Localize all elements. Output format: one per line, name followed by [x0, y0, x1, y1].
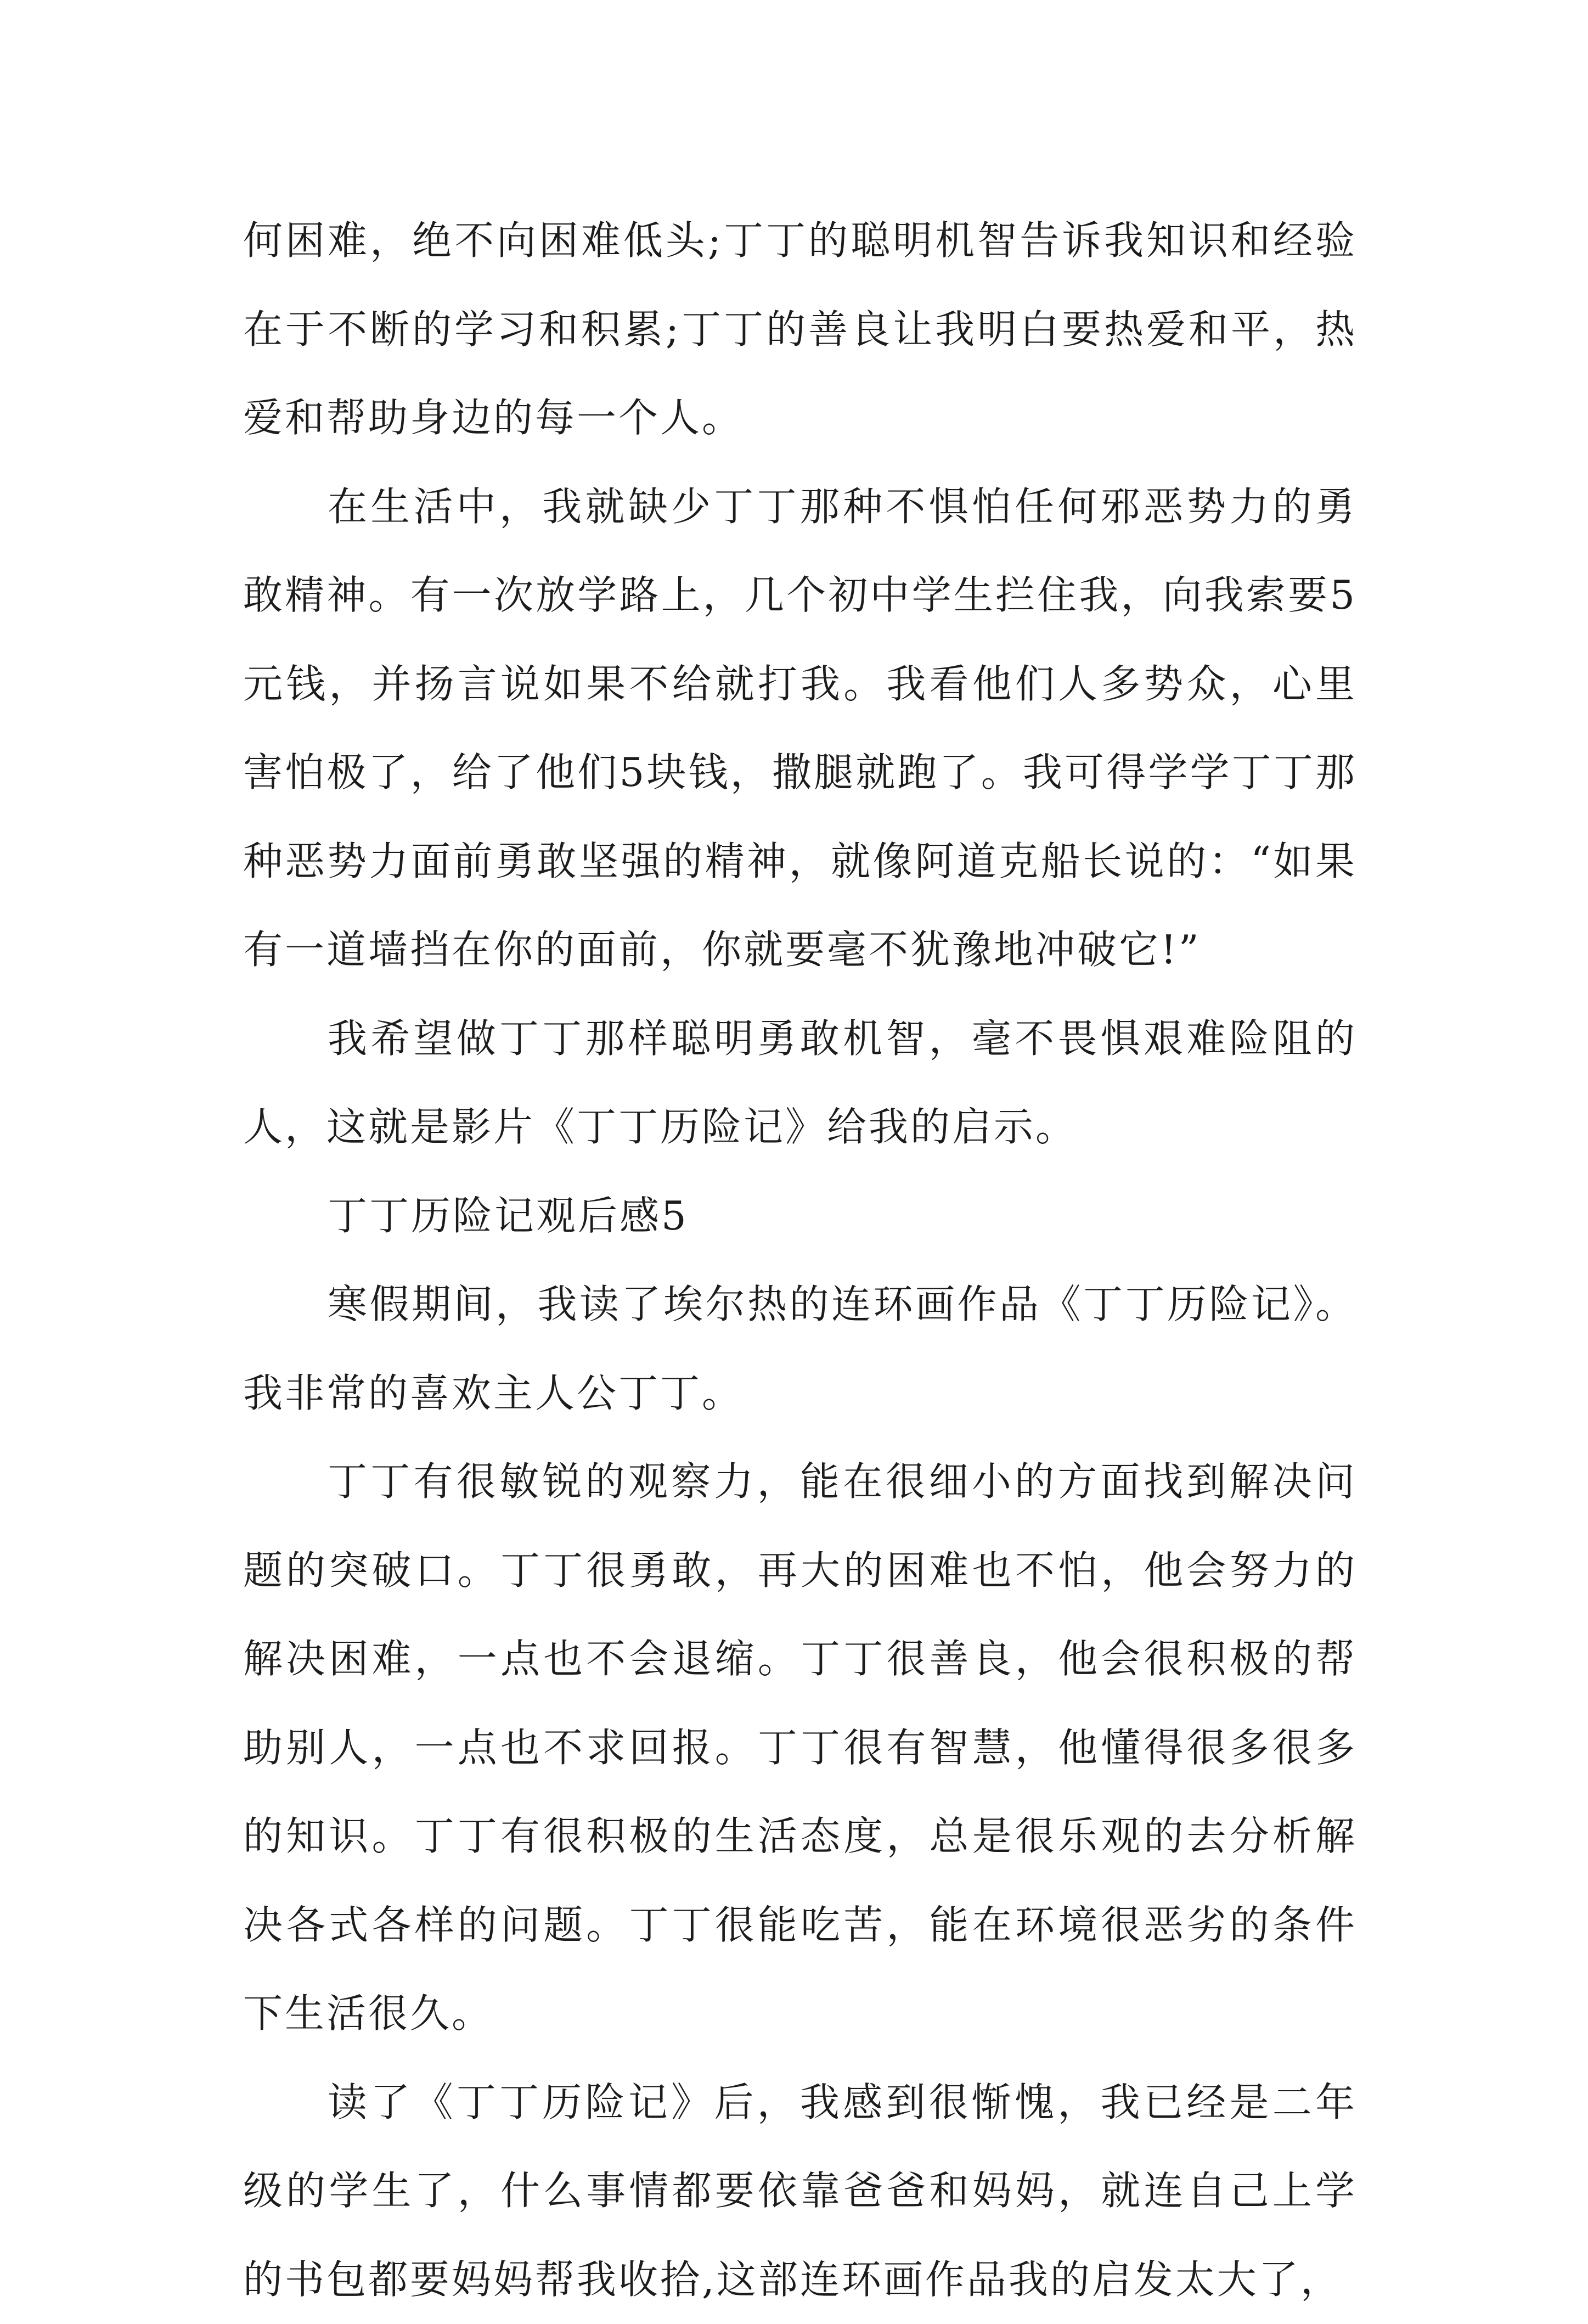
paragraph-3: 我希望做丁丁那样聪明勇敢机智，毫不畏惧艰难险阻的人，这就是影片《丁丁历险记》给我的启示。	[243, 995, 1357, 1172]
paragraph-5: 丁丁有很敏锐的观察力，能在很细小的方面找到解决问题的突破口。丁丁很勇敢，再大的困难也不怕，他会努力的解决困难，一点也不会退缩。丁丁很善良，他会很积极的帮助别人，一点也不求回报。丁丁很有智慧，他懂得很多很多的知识。丁丁有很积极的生活态度，总是很乐观的去分析解决各式各样的问题。丁丁很能吃苦，能在环境很恶劣的条件下生活很久。	[243, 1438, 1357, 2058]
paragraph-1: 何困难，绝不向困难低头;丁丁的聪明机智告诉我知识和经验在于不断的学习和积累;丁丁的善良让我明白要热爱和平，热爱和帮助身边的每一个人。	[243, 197, 1357, 463]
document-body	[243, 197, 1357, 2324]
paragraph-2: 在生活中，我就缺少丁丁那种不惧怕任何邪恶势力的勇敢精神。有一次放学路上，几个初中学生拦住我，向我索要5元钱，并扬言说如果不给就打我。我看他们人多势众，心里害怕极了，给了他们5块钱，撒腿就跑了。我可得学学丁丁那种恶势力面前勇敢坚强的精神，就像阿道克船长说的：“如果有一道墙挡在你的面前，你就要毫不犹豫地冲破它!”	[243, 463, 1357, 995]
paragraph-4: 寒假期间，我读了埃尔热的连环画作品《丁丁历险记》。我非常的喜欢主人公丁丁。	[243, 1260, 1357, 1438]
section-heading: 丁丁历险记观后感5	[243, 1172, 1357, 1261]
paragraph-6: 读了《丁丁历险记》后，我感到很惭愧，我已经是二年级的学生了，什么事情都要依靠爸爸和妈妈，就连自己上学的书包都要妈妈帮我收拾,这部连环画作品我的启发太大了，	[243, 2058, 1357, 2324]
